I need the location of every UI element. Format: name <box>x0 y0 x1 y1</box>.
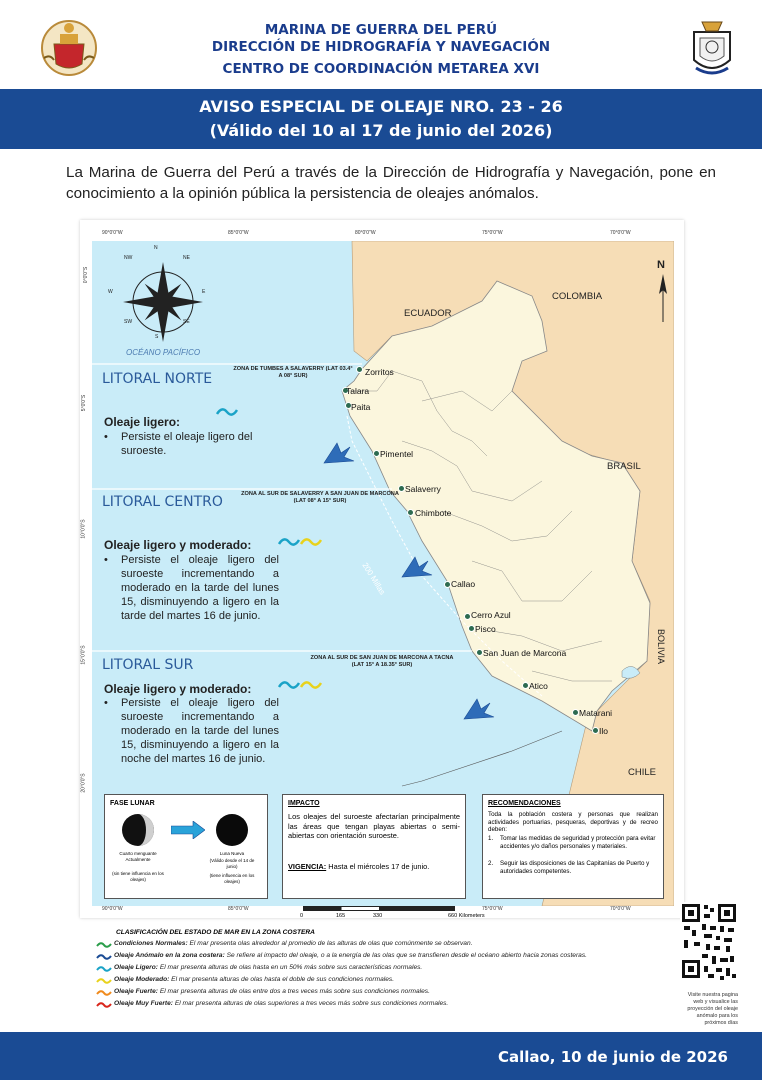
fase-lunar-title: FASE LUNAR <box>110 800 155 807</box>
moon1-label: Cuarto menguante Actualmente <box>119 851 157 862</box>
vigencia-text: Hasta el miércoles 17 de junio. <box>328 862 430 871</box>
compass-nw-label: NW <box>124 255 133 261</box>
city-paita: Paita <box>351 402 371 412</box>
vigencia-label: VIGENCIA: <box>288 862 327 871</box>
scale-tick: 0 <box>300 913 304 919</box>
compass-s-label: S <box>155 334 159 340</box>
scale-bar <box>300 906 485 926</box>
wave-muy-fuerte-icon <box>96 1001 112 1009</box>
legend-label: Oleaje Anómalo en la zona costera: <box>114 952 225 959</box>
city-dot <box>522 682 529 689</box>
zone-range-centro: ZONA AL SUR DE SALAVERRY A SAN JUAN DE MARCONA (LAT 08° A 15° SUR) <box>241 491 399 504</box>
scale-tick: 660 Kilometers <box>448 913 485 919</box>
lon-label-bottom: 85°0'0"W <box>228 906 249 912</box>
moon2-label: Luna Nueva <box>219 851 245 856</box>
country-ecuador: ECUADOR <box>404 308 452 319</box>
city-dot <box>407 509 414 516</box>
moon1-note: (sin tiene influencia en los oleajes) <box>112 871 164 882</box>
north-label: N <box>657 259 665 271</box>
country-colombia: COLOMBIA <box>552 291 603 302</box>
zone-range-norte: ZONA DE TUMBES A SALAVERRY (LAT 03.4° A 08° SUR) <box>233 366 353 379</box>
zone-bullet-text: Persiste el oleaje ligero del suroeste. <box>121 431 253 457</box>
zone-state-sur: Oleaje ligero y moderado: <box>104 682 252 696</box>
country-brasil: BRASIL <box>607 461 641 472</box>
zone-bullet-sur: • Persiste el oleaje ligero del suroeste incrementando a moderado en la tarde del lunes 15, disminuyendo a ligero en la noche del martes 16 de junio. <box>104 697 279 765</box>
wave-ligero-icon <box>96 965 112 973</box>
compass-ne-label: NE <box>183 255 190 261</box>
wave-ligero-moderado-icon <box>278 536 322 548</box>
recomendacion-text: Tomar las medidas de seguridad y protección para evitar accidentes y/o daños personales y materiales. <box>500 835 656 850</box>
footer-band <box>0 1032 762 1080</box>
lon-label-bottom: 75°0'0"W <box>482 906 503 912</box>
city-dot <box>468 625 475 632</box>
wave-ligero-icon <box>216 406 238 418</box>
scale-bar-track <box>303 906 455 911</box>
impacto-box <box>282 794 466 899</box>
city-dot <box>592 727 599 734</box>
qr-caption: Visite nuestra pagina web y visualice las proyección del oleaje anómalo para los próximos días <box>687 992 738 1026</box>
city-dot <box>373 450 380 457</box>
legend-row <box>96 976 656 988</box>
city-atico: Atico <box>529 681 548 691</box>
legend-text: El mar presenta alturas de olas hasta el doble de sus condiciones normales. <box>171 976 395 983</box>
recomendacion-text: Seguir las disposiciones de las Capitanías de Puerto y autoridades competentes. <box>500 860 650 875</box>
legend-text: El mar presenta olas alrededor al promedio de las alturas de olas que comúnmente se observan. <box>189 940 473 947</box>
moon2-date: (Válido desde el 14 de junio) <box>209 858 255 869</box>
legend-label: Oleaje Muy Fuerte: <box>114 1000 173 1007</box>
compass-se-label: SE <box>183 319 190 325</box>
country-bolivia: BOLIVIA <box>656 629 666 665</box>
city-san-juan-de-marcona: San Juan de Marcona <box>483 648 567 658</box>
classification-legend <box>96 928 656 1012</box>
validity-period: (Válido del 10 al 17 de junio del 2026) <box>209 121 553 140</box>
city-cerro-azul: Cerro Azul <box>471 610 511 620</box>
new-moon-icon <box>215 813 249 847</box>
lon-label-top: 85°0'0"W <box>228 230 249 236</box>
waning-moon-icon <box>121 813 155 847</box>
recomendacion-item: 2. Seguir las disposiciones de las Capitanías de Puerto y autoridades competentes. <box>488 860 658 875</box>
scale-tick: 330 <box>373 913 383 919</box>
city-callao: Callao <box>451 579 476 589</box>
lat-label-left: 20°0'0"S <box>80 773 87 793</box>
lat-label-left: 5°0'0"S <box>81 394 88 412</box>
legend-text: El mar presenta alturas de olas entre dos a tres veces más sobre sus condiciones normales. <box>159 988 430 995</box>
intro-paragraph: La Marina de Guerra del Perú a través de la Dirección de Hidrografía y Navegación, pone en conocimiento a la opinión pública la persistencia de oleajes anómalos. <box>66 164 716 202</box>
compass-rose-icon <box>117 256 209 348</box>
impacto-title: IMPACTO <box>288 800 320 807</box>
map-area <box>92 241 674 906</box>
city-dot <box>476 649 483 656</box>
wave-anomalo-icon <box>96 953 112 961</box>
city-matarani: Matarani <box>579 708 613 718</box>
lat-label-left: 10°0'0"S <box>80 519 87 539</box>
recomendacion-item: 1. Tomar las medidas de seguridad y protección para evitar accidentes y/o daños personales y materiales. <box>488 835 658 850</box>
legend-text: El mar presenta alturas de olas hasta en un 50% más sobre sus características normales. <box>159 964 423 971</box>
miles-label: 200 Millas <box>360 561 388 597</box>
country-chile: CHILE <box>628 767 656 778</box>
compass-w-label: W <box>108 289 113 295</box>
lon-label-bottom: 70°0'0"W <box>610 906 631 912</box>
city-dot <box>572 709 579 716</box>
header-line3: CENTRO DE COORDINACIÓN METAREA XVI <box>222 61 540 77</box>
recomendaciones-intro: Toda la población costera y personas que realizan actividades portuarias, pesqueras, deportivas y de recreo deben: <box>488 811 658 834</box>
legend-row <box>96 988 656 1000</box>
city-chimbote: Chimbote <box>415 508 452 518</box>
issue-date: Callao, 10 de junio de 2026 <box>497 1048 728 1066</box>
compass-n-label: N <box>154 245 158 251</box>
bulletin-title: AVISO ESPECIAL DE OLEAJE NRO. 23 - 26 <box>199 97 563 116</box>
recomendaciones-box <box>482 794 664 899</box>
zone-state-norte: Oleaje ligero: <box>104 415 181 429</box>
legend-text: El mar presenta alturas de olas superiores a tres veces más sobre sus condiciones normales. <box>174 1000 449 1007</box>
lon-label-top: 90°0'0"W <box>102 230 123 236</box>
lon-label-top: 80°0'0"W <box>355 230 376 236</box>
zone-name-norte: LITORAL NORTE <box>102 371 213 387</box>
ocean-label: OCÉANO PACÍFICO <box>126 348 201 357</box>
city-dot <box>444 581 451 588</box>
impacto-text: Los oleajes del suroeste afectarían principalmente las áreas que tengan playas abiertas o semi-abiertas con orientación suroeste. <box>288 812 460 840</box>
city-pimentel: Pimentel <box>380 449 414 459</box>
zone-bullet-norte: • Persiste el oleaje ligero del suroeste. <box>104 430 284 458</box>
legend-label: Oleaje Fuerte: <box>114 988 158 995</box>
lat-label-left: 0°0'0"S <box>83 266 90 284</box>
lon-label-top: 70°0'0"W <box>610 230 631 236</box>
lat-label-left: 15°0'0"S <box>80 645 87 665</box>
compass-e-label: E <box>202 289 206 295</box>
wave-moderado-icon <box>96 977 112 985</box>
wave-ligero-moderado-icon <box>278 679 322 691</box>
legend-label: Condiciones Normales: <box>114 940 188 947</box>
header-line2: DIRECCIÓN DE HIDROGRAFÍA Y NAVEGACIÓN <box>211 39 551 55</box>
zone-state-centro: Oleaje ligero y moderado: <box>104 538 252 552</box>
fase-lunar-box <box>104 794 268 899</box>
moon2-note: (tiene influencia en los oleajes) <box>209 873 255 884</box>
legend-row <box>96 952 656 964</box>
legend-row <box>96 964 656 976</box>
city-pisco: Pisco <box>475 624 496 634</box>
qr-code[interactable] <box>680 902 738 982</box>
compass-sw-label: SW <box>124 319 133 325</box>
header <box>0 0 762 88</box>
hydrography-emblem-logo <box>690 16 734 78</box>
title-band <box>0 89 762 149</box>
legend-text: Se refiere al impacto del oleaje, o a la energía de las olas que se transfieren desde el océano abierto hacia zonas costeras. <box>226 952 587 959</box>
vigencia <box>288 862 460 872</box>
legend-label: Oleaje Moderado: <box>114 976 170 983</box>
zone-name-centro: LITORAL CENTRO <box>102 494 223 510</box>
lon-label-bottom: 90°0'0"W <box>102 906 123 912</box>
city-dot <box>464 613 471 620</box>
city-talara: Talara <box>346 386 370 396</box>
lon-label-top: 75°0'0"W <box>482 230 503 236</box>
zone-range-sur: ZONA AL SUR DE SAN JUAN DE MARCONA A TACNA (LAT 15° A 18.35° SUR) <box>310 655 454 668</box>
recomendaciones-title: RECOMENDACIONES <box>488 800 561 807</box>
legend-row <box>96 940 656 952</box>
zone-bullet-text: Persiste el oleaje ligero del suroeste incrementando a moderado en la tarde del lunes 15, disminuyendo a ligero en la tarde del martes 16 de junio. <box>121 554 279 622</box>
zone-name-sur: LITORAL SUR <box>102 657 194 673</box>
wave-fuerte-icon <box>96 989 112 997</box>
wave-normal-icon <box>96 941 112 949</box>
legend-row <box>96 1000 656 1012</box>
legend-label: Oleaje Ligero: <box>114 964 158 971</box>
city-salaverry: Salaverry <box>405 484 441 494</box>
scale-tick: 165 <box>336 913 346 919</box>
north-arrow-icon <box>658 274 668 324</box>
zone-bullet-text: Persiste el oleaje ligero del suroeste incrementando a moderado en la tarde del lunes 15, disminuyendo a ligero en la noche del martes 16 de junio. <box>121 697 279 765</box>
city-ilo: Ilo <box>599 726 608 736</box>
city-zorritos: Zorritos <box>365 367 394 377</box>
legend-title: CLASIFICACIÓN DEL ESTADO DE MAR EN LA ZONA COSTERA <box>116 929 315 936</box>
zone-bullet-centro: • Persiste el oleaje ligero del suroeste incrementando a moderado en la tarde del lunes 15, disminuyendo a ligero en la tarde del martes 16 de junio. <box>104 554 279 622</box>
city-dot <box>356 366 363 373</box>
header-line1: MARINA DE GUERRA DEL PERÚ <box>264 22 498 38</box>
arrow-right-icon <box>171 821 205 839</box>
